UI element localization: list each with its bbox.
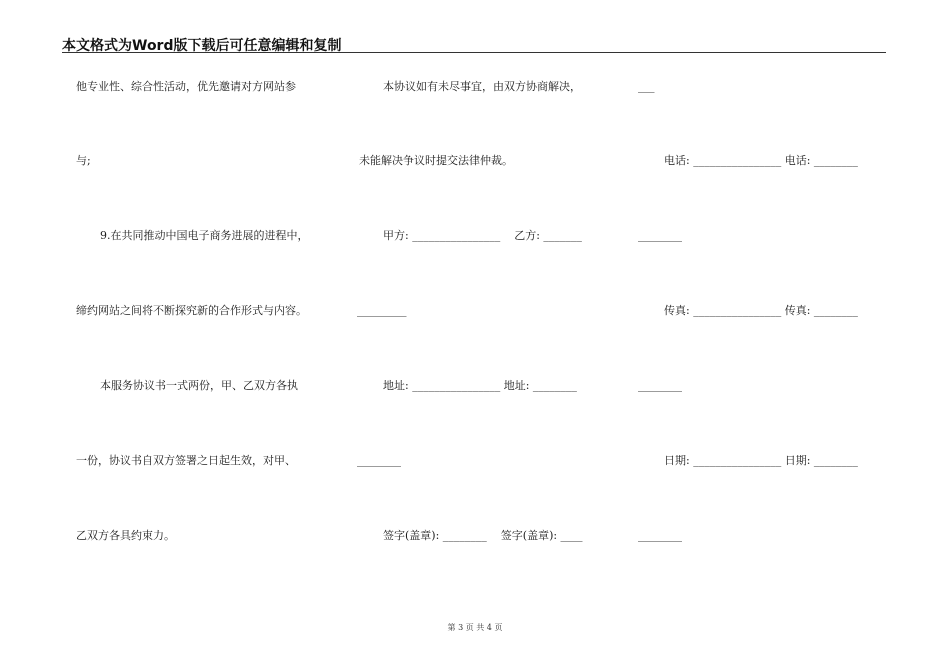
right-blank-line-4: ________ <box>638 529 682 542</box>
left-text-line-6: 一份，协议书自双方签署之日起生效，对甲、 <box>76 454 296 467</box>
header-divider <box>62 52 886 53</box>
left-text-line-4: 缔约网站之间将不断探究新的合作形式与内容。 <box>76 304 307 317</box>
date-field: 日期: ________________ 日期: ________ <box>664 454 858 467</box>
party-a-b-field: 甲方: ________________ 乙方: _______ <box>383 229 582 242</box>
left-text-line-5: 本服务协议书一式两份，甲、乙双方各执 <box>100 379 298 392</box>
left-text-line-2: 与; <box>76 154 91 167</box>
middle-blank-line-1: _________ <box>357 304 407 317</box>
right-blank-line-2: ________ <box>638 229 682 242</box>
document-header-title: 本文格式为Word版下载后可任意编辑和复制 <box>62 38 342 54</box>
left-text-line-7: 乙双方各具约束力。 <box>76 529 175 542</box>
middle-text-line-2: 未能解决争议时提交法律仲裁。 <box>359 154 513 167</box>
address-field: 地址: ________________ 地址: ________ <box>383 379 577 392</box>
page-number: 第 3 页 共 4 页 <box>447 623 503 632</box>
phone-field: 电话: ________________ 电话: ________ <box>664 154 858 167</box>
left-text-line-1: 他专业性、综合性活动，优先邀请对方网站参 <box>76 80 296 93</box>
right-blank-line-3: ________ <box>638 379 682 392</box>
fax-field: 传真: ________________ 传真: ________ <box>664 304 858 317</box>
middle-blank-line-2: ________ <box>357 454 401 467</box>
left-text-line-3: 9.在共同推动中国电子商务进展的进程中， <box>100 229 309 242</box>
right-blank-line-1: ___ <box>638 80 655 93</box>
middle-text-line-1: 本协议如有未尽事宜，由双方协商解决， <box>383 80 581 93</box>
signature-seal-field: 签字(盖章): ________ 签字(盖章): ____ <box>383 529 583 542</box>
